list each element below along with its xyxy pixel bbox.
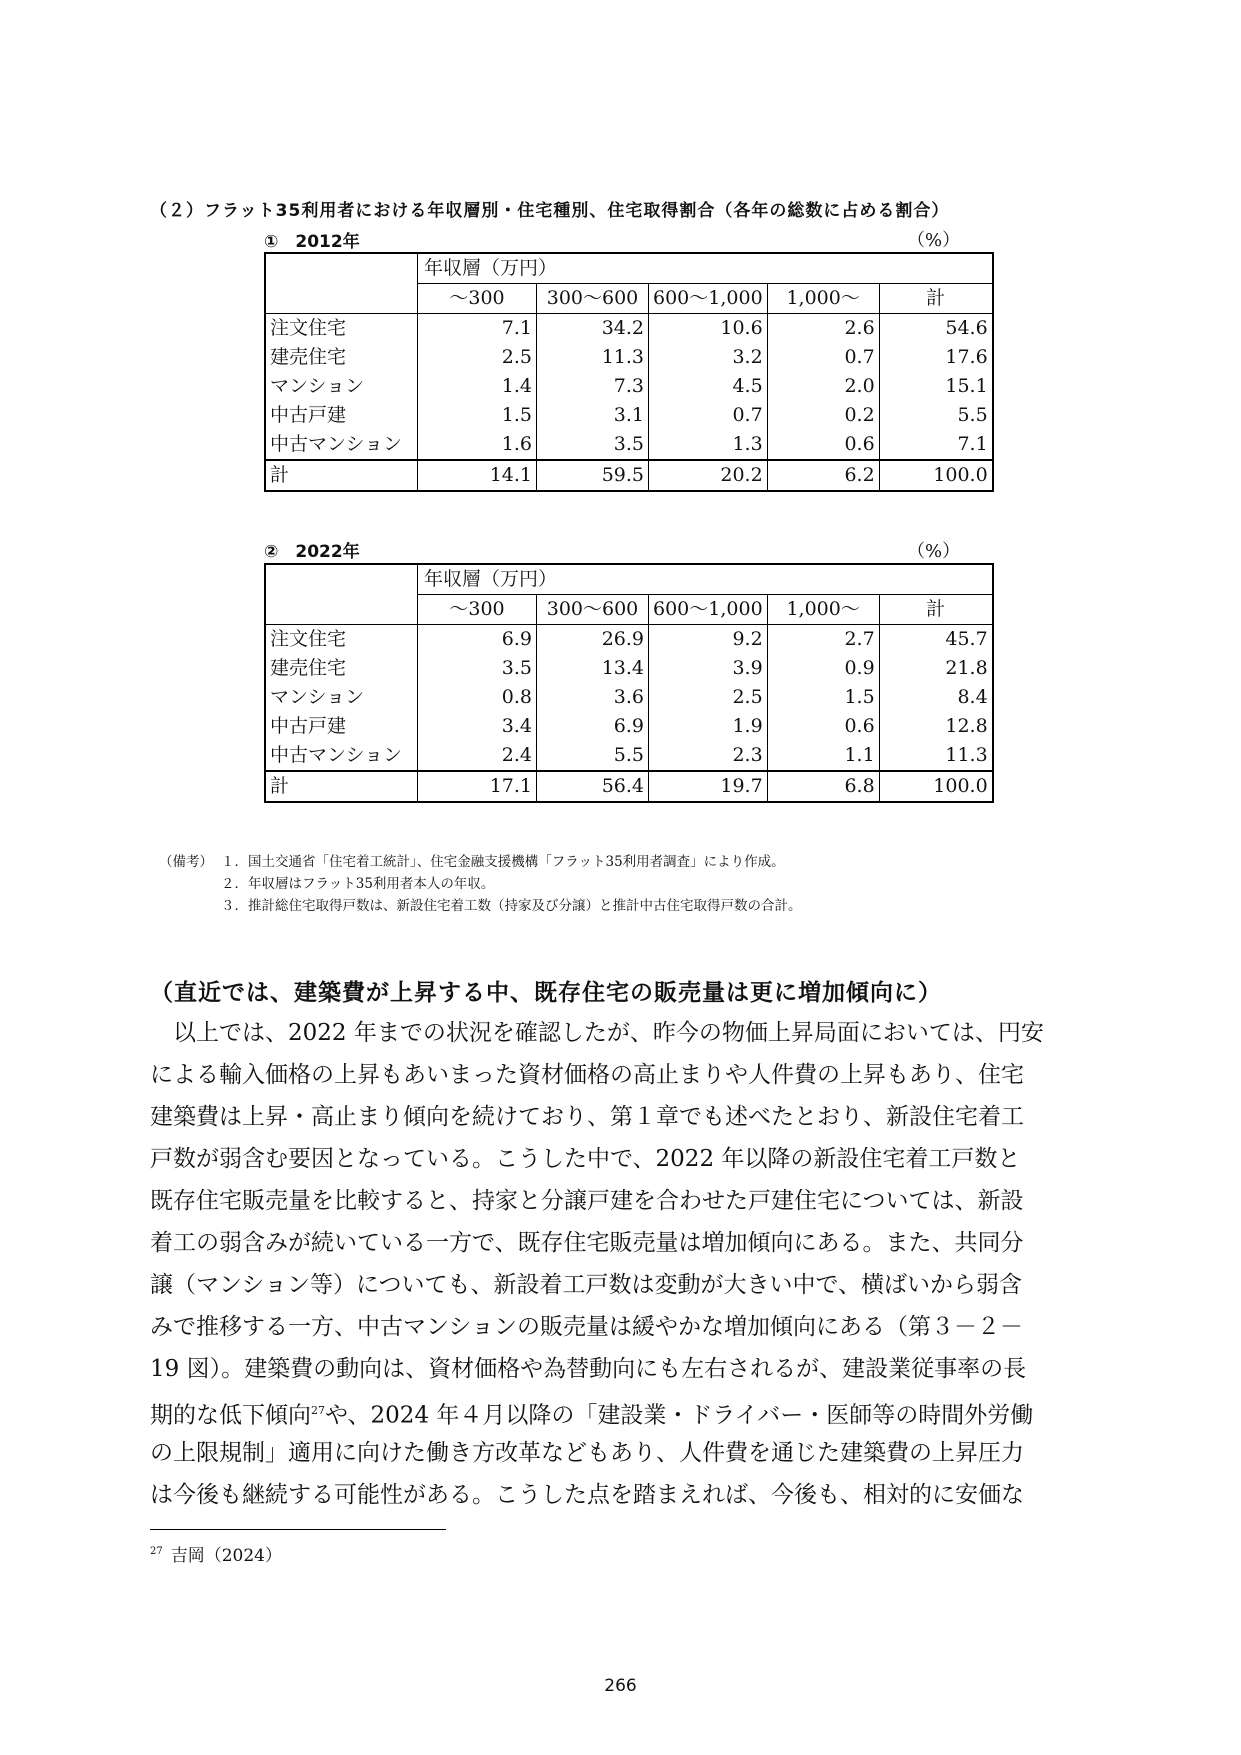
row-label: 注文住宅 (270, 628, 347, 650)
table-cell: 3.5 (418, 654, 537, 683)
table-notes (159, 851, 802, 917)
table-cell: 3.4 (418, 712, 537, 741)
table-cell: 8.4 (879, 683, 993, 712)
footnote-text: 吉岡（2024） (170, 1546, 282, 1566)
body-line (150, 1390, 1094, 1432)
table-cell: 0.6 (767, 430, 879, 460)
table-cell: 54.6 (879, 314, 993, 344)
row-label: 計 (265, 460, 418, 491)
table-cell: 1.5 (767, 683, 879, 712)
table-cell: 0.6 (767, 712, 879, 741)
table-group-header: 年収層（万円） (418, 564, 993, 595)
body-line-part: 期的な低下傾向 (150, 1402, 311, 1429)
table-cell: 19.7 (649, 771, 768, 802)
subheading: （直近では、建築費が上昇する中、既存住宅の販売量は更に増加傾向に） (150, 980, 942, 1006)
row-label: 中古戸建 (270, 404, 347, 426)
column-header: ～300 (418, 284, 537, 314)
table-cell: 1.1 (767, 741, 879, 771)
table-cell: 6.2 (767, 460, 879, 491)
table-corner-cell (265, 564, 418, 625)
row-label: マンション (270, 375, 365, 397)
row-label: マンション (270, 686, 365, 708)
income-housing-table-2012 (264, 252, 994, 492)
table-cell: 1.9 (649, 712, 768, 741)
body-line: 19 図）。建築費の動向は、資材価格や為替動向にも左右されるが、建設業従事率の長 (150, 1356, 1027, 1382)
table-cell: 10.6 (649, 314, 768, 344)
table-cell: 17.6 (879, 343, 993, 372)
table-caption: ② 2022年 (264, 542, 360, 562)
footnote-ref[interactable]: 27 (311, 1404, 325, 1417)
body-line: による輸入価格の上昇もあいまった資材価格の高止まりや人件費の上昇もあり、住宅 (150, 1062, 1024, 1088)
table-cell: 6.9 (537, 712, 649, 741)
table-total-row (265, 460, 993, 491)
notes-lead: （備考） (159, 854, 213, 870)
row-label: 建売住宅 (270, 657, 347, 679)
column-header: 600～1,000 (649, 595, 768, 625)
table-cell: 2.4 (418, 741, 537, 771)
table-cell: 12.8 (879, 712, 993, 741)
table-row (265, 430, 993, 460)
footnote-divider (150, 1529, 446, 1530)
column-header: 1,000～ (767, 595, 879, 625)
body-line: みで推移する一方、中古マンションの販売量は緩やかな増加傾向にある（第３－２－ (150, 1314, 1023, 1340)
table-cell: 100.0 (879, 460, 993, 491)
table-cell: 3.9 (649, 654, 768, 683)
table-cell: 5.5 (537, 741, 649, 771)
body-line: 既存住宅販売量を比較すると、持家と分譲戸建を合わせた戸建住宅については、新設 (150, 1188, 1024, 1214)
table-cell: 100.0 (879, 771, 993, 802)
note-item: １．国土交通省「住宅着工統計」、住宅金融支援機構「フラット35利用者調査」により作成。 (221, 854, 785, 870)
row-label: 計 (265, 771, 418, 802)
table-cell: 13.4 (537, 654, 649, 683)
table-cell: 9.2 (649, 625, 768, 655)
body-line: 戸数が弱含む要因となっている。こうした中で、2022 年以降の新設住宅着工戸数と (150, 1146, 1021, 1172)
table-cell: 11.3 (879, 741, 993, 771)
note-item: ２．年収層はフラット35利用者本人の年収。 (221, 876, 495, 892)
income-housing-table-2022 (264, 563, 994, 803)
table-cell: 7.1 (418, 314, 537, 344)
column-header: 計 (879, 595, 993, 625)
table-cell: 0.8 (418, 683, 537, 712)
table-cell: 1.5 (418, 401, 537, 430)
table-cell: 1.6 (418, 430, 537, 460)
table-cell: 6.8 (767, 771, 879, 802)
table-cell: 17.1 (418, 771, 537, 802)
table-cell: 7.3 (537, 372, 649, 401)
table-cell: 0.9 (767, 654, 879, 683)
row-label: 中古マンション (270, 433, 403, 455)
table-cell: 26.9 (537, 625, 649, 655)
table-cell: 2.6 (767, 314, 879, 344)
table-cell: 2.0 (767, 372, 879, 401)
column-header: 1,000～ (767, 284, 879, 314)
table-cell: 2.3 (649, 741, 768, 771)
table-row (265, 683, 993, 712)
table-cell: 5.5 (879, 401, 993, 430)
table-cell: 14.1 (418, 460, 537, 491)
table-cell: 56.4 (537, 771, 649, 802)
row-label: 中古マンション (270, 744, 403, 766)
table-unit: （%） (907, 230, 961, 251)
body-line: の上限規制」適用に向けた働き方改革などもあり、人件費を通じた建築費の上昇圧力 (150, 1440, 1024, 1466)
note-item: ３．推計総住宅取得戸数は、新設住宅着工数（持家及び分譲）と推計中古住宅取得戸数の合計。 (221, 898, 802, 914)
column-header: 600～1,000 (649, 284, 768, 314)
table-cell: 2.5 (418, 343, 537, 372)
table-row (265, 314, 993, 344)
table-cell: 0.7 (649, 401, 768, 430)
table-cell: 59.5 (537, 460, 649, 491)
column-header: 300～600 (537, 284, 649, 314)
table-cell: 3.6 (537, 683, 649, 712)
table-cell: 1.3 (649, 430, 768, 460)
table-row (265, 401, 993, 430)
table-cell: 0.2 (767, 401, 879, 430)
table-cell: 6.9 (418, 625, 537, 655)
page-number: 266 (604, 1676, 637, 1696)
table-cell: 15.1 (879, 372, 993, 401)
table-cell: 2.5 (649, 683, 768, 712)
table-cell: 11.3 (537, 343, 649, 372)
table-corner-cell (265, 253, 418, 314)
table-cell: 1.4 (418, 372, 537, 401)
table-cell: 3.2 (649, 343, 768, 372)
table-row (265, 343, 993, 372)
table-row (265, 654, 993, 683)
table-cell: 3.1 (537, 401, 649, 430)
table-caption: ① 2012年 (264, 232, 360, 252)
table-cell: 45.7 (879, 625, 993, 655)
footnote-number: 27 (150, 1546, 163, 1558)
row-label: 注文住宅 (270, 317, 347, 339)
body-line: 譲（マンション等）についても、新設着工戸数は変動が大きい中で、横ばいから弱含 (150, 1272, 1023, 1298)
body-line-part: や、2024 年４月以降の「建設業・ドライバー・医師等の時間外労働 (325, 1402, 1034, 1429)
row-label: 建売住宅 (270, 346, 347, 368)
body-line: は今後も継続する可能性がある。こうした点を踏まえれば、今後も、相対的に安価な (150, 1482, 1024, 1508)
table-row (265, 741, 993, 771)
body-line: 建築費は上昇・高止まり傾向を続けており、第１章でも述べたとおり、新設住宅着工 (150, 1104, 1024, 1130)
table-unit: （%） (907, 541, 961, 562)
footnote (150, 1541, 282, 1566)
table-cell: 2.7 (767, 625, 879, 655)
column-header: 計 (879, 284, 993, 314)
table-cell: 4.5 (649, 372, 768, 401)
table-total-row (265, 771, 993, 802)
body-line: 着工の弱含みが続いている一方で、既存住宅販売量は増加傾向にある。また、共同分 (150, 1230, 1024, 1256)
table-cell: 7.1 (879, 430, 993, 460)
table-row (265, 712, 993, 741)
column-header: 300～600 (537, 595, 649, 625)
table-cell: 0.7 (767, 343, 879, 372)
table-cell: 21.8 (879, 654, 993, 683)
table-group-header: 年収層（万円） (418, 253, 993, 284)
body-paragraph (150, 1012, 1094, 1516)
column-header: ～300 (418, 595, 537, 625)
section-title: （２）フラット35利用者における年収層別・住宅種別、住宅取得割合（各年の総数に占める割合） (150, 201, 950, 221)
table-cell: 20.2 (649, 460, 768, 491)
row-label: 中古戸建 (270, 715, 347, 737)
table-row (265, 372, 993, 401)
table-cell: 34.2 (537, 314, 649, 344)
table-cell: 3.5 (537, 430, 649, 460)
body-line: 以上では、2022 年までの状況を確認したが、昨今の物価上昇局面においては、円安 (173, 1020, 1044, 1046)
table-row (265, 625, 993, 655)
